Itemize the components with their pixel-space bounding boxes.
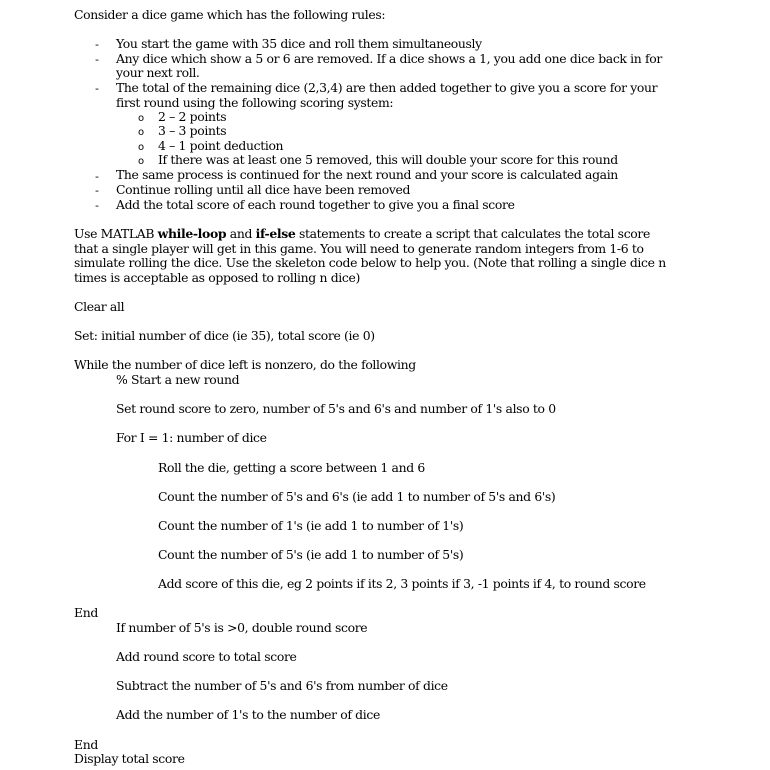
bullet-circle: o bbox=[138, 113, 145, 124]
code-subtract: Subtract the number of 5's and 6's from number of dice bbox=[116, 678, 448, 693]
code-add-ones: Add the number of 1's to the number of dice bbox=[116, 707, 380, 722]
code-count-56: Count the number of 5's and 6's (ie add 1 to number of 5's and 6's) bbox=[158, 489, 556, 504]
task-line: Use MATLAB while-loop and if-else statements to create a script that calculates the total score bbox=[74, 226, 650, 241]
rule-item: The same process is continued for the next round and your score is calculated again bbox=[116, 167, 618, 182]
bullet-dash: - bbox=[95, 38, 99, 51]
code-while: While the number of dice left is nonzero, do the following bbox=[74, 357, 416, 372]
bullet-circle: o bbox=[138, 156, 145, 167]
rule-item-continued: your next roll. bbox=[116, 65, 200, 80]
task-line: times is acceptable as opposed to rolling n dice) bbox=[74, 270, 360, 285]
keyword-while-loop: while-loop bbox=[157, 226, 227, 241]
task-line: simulate rolling the dice. Use the skeleton code below to help you. (Note that rolling a single dice n bbox=[74, 255, 666, 270]
code-add-score: Add score of this die, eg 2 points if its 2, 3 points if 3, -1 points if 4, to round score bbox=[158, 576, 646, 591]
code-end-for: End bbox=[74, 605, 98, 620]
code-for: For I = 1: number of dice bbox=[116, 430, 267, 445]
bullet-dash: - bbox=[95, 53, 99, 66]
code-roll: Roll the die, getting a score between 1 and 6 bbox=[158, 460, 425, 475]
rule-item: You start the game with 35 dice and roll them simultaneously bbox=[116, 36, 482, 51]
code-count-1: Count the number of 1's (ie add 1 to number of 1's) bbox=[158, 518, 464, 533]
bullet-dash: - bbox=[95, 184, 99, 197]
code-clear: Clear all bbox=[74, 299, 125, 314]
code-set: Set: initial number of dice (ie 35), total score (ie 0) bbox=[74, 328, 375, 343]
code-display: Display total score bbox=[74, 751, 185, 766]
rule-item: The total of the remaining dice (2,3,4) are then added together to give you a score for your bbox=[116, 80, 658, 95]
task-line: that a single player will get in this game. You will need to generate random integers from 1-6 to bbox=[74, 241, 644, 256]
code-comment: % Start a new round bbox=[116, 372, 240, 387]
code-add-round: Add round score to total score bbox=[116, 649, 297, 664]
scoring-item: If there was at least one 5 removed, this will double your score for this round bbox=[158, 152, 618, 167]
bullet-dash: - bbox=[95, 199, 99, 212]
rule-item: Any dice which show a 5 or 6 are removed. If a dice shows a 1, you add one dice back in for bbox=[116, 51, 662, 66]
bullet-circle: o bbox=[138, 127, 145, 138]
rule-item: Continue rolling until all dice have been removed bbox=[116, 182, 411, 197]
rule-item-continued: first round using the following scoring system: bbox=[116, 95, 394, 110]
bullet-circle: o bbox=[138, 142, 145, 153]
code-count-5: Count the number of 5's (ie add 1 to number of 5's) bbox=[158, 547, 464, 562]
scoring-item: 3 – 3 points bbox=[158, 123, 227, 138]
intro-text: Consider a dice game which has the following rules: bbox=[74, 7, 386, 22]
code-round-zero: Set round score to zero, number of 5's and 6's and number of 1's also to 0 bbox=[116, 401, 556, 416]
rule-item: Add the total score of each round together to give you a final score bbox=[116, 197, 515, 212]
code-double: If number of 5's is >0, double round score bbox=[116, 620, 368, 635]
scoring-item: 2 – 2 points bbox=[158, 109, 227, 124]
bullet-dash: - bbox=[95, 170, 99, 183]
code-end-while: End bbox=[74, 737, 98, 752]
scoring-item: 4 – 1 point deduction bbox=[158, 138, 284, 153]
bullet-dash: - bbox=[95, 82, 99, 95]
keyword-if-else: if-else bbox=[255, 226, 296, 241]
